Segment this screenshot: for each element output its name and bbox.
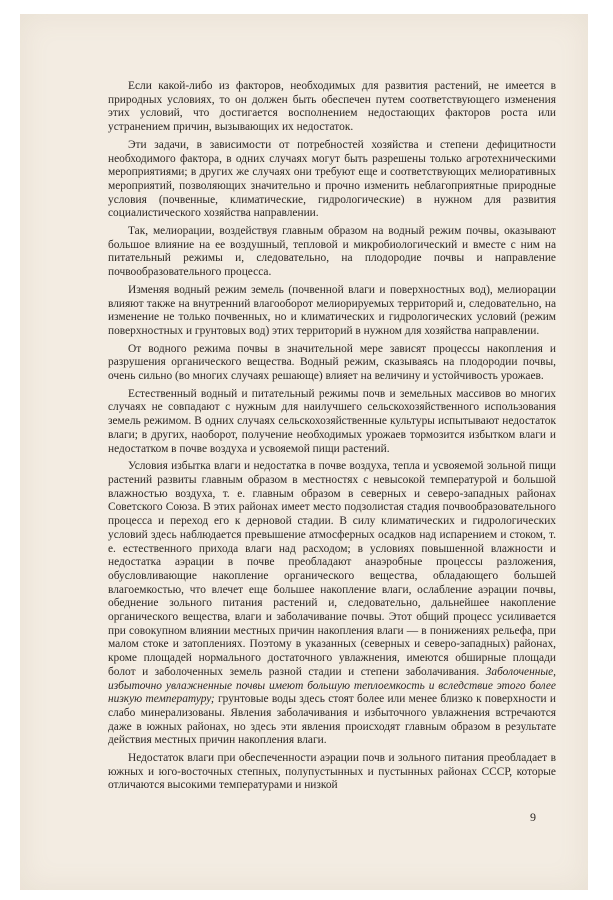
paragraph: Если какой-либо из факторов, необходимых для развития растений, не имеется в природных условиях, то он должен быть обеспечен путем соответствующего изменения этих условий, что достигается восполнением недостающих факторов роста или устранением причин, вызывающих их недостаток. bbox=[108, 80, 556, 134]
body-text bbox=[108, 80, 556, 797]
paragraph bbox=[108, 460, 556, 748]
paragraph: Недостаток влаги при обеспеченности аэрации почв и зольного питания преобладает в южных и юго-восточных степных, полупустынных и пустынных районах СССР, которые отличаются высокими температурами и низкой bbox=[108, 752, 556, 792]
paragraph-text: Условия избытка влаги и недостатка в почве воздуха, тепла и усвояемой зольной пищи растений развиты главным образом в местностях с невысокой температурой и большой влажностью воздуха, т. е. главным образом в северных и северо-западных районах Советского Союза. В этих районах имеет место подзолистая стадия почвообразовательного процесса и переход его к дерновой стадии. В силу климатических и гидрологических условий здесь наблюдается превышение атмосферных осадков над испарением и стоком, т. е. естественного прихода влаги над расходом; в условиях повышенной влажности и недостатка аэрации в почве преобладают анаэробные процессы разложения, обусловливающие накопление органического вещества, обладающего большей влагоемкостью, что влечет еще большее накопление влаги, ослабление аэрации почвы, обеднение зольного питания растений и, следовательно, дальнейшее накопление органического вещества, влаги и заболачивание почвы. Этот общий процесс усиливается при совокупном влиянии местных причин накопления влаги — в понижениях рельефа, при малом стоке и затоплениях. Поэтому в указанных (северных и северо-западных) районах, кроме площадей нормального достаточного увлажнения, имеются обширные площади болот и заболоченных земель разной стадии и степени заболачивания. bbox=[108, 460, 556, 678]
page-number: 9 bbox=[530, 810, 536, 824]
paragraph: Так, мелиорации, воздействуя главным образом на водный режим почвы, оказывают большое влияние на ее воздушный, тепловой и микробиологический и вместе с ним на питательный режимы и, следовательно, на плодородие почвы и направление почвообразовательного процесса. bbox=[108, 225, 556, 279]
italic-emphasis: Заболоченные, избыточно увлажненные почвы имеют большую теплоемкость и вследствие этого более низкую температуру; bbox=[108, 665, 556, 706]
paragraph: Эти задачи, в зависимости от потребностей хозяйства и степени дефицитности необходимого фактора, в одних случаях могут быть разрешены только агротехническими мероприятиями; в других же случаях они требуют еще и соответствующих мелиоративных мероприятий, позволяющих значительно и прочно изменить неблагоприятные природные условия (почвенные, климатические, гидрологические) в нужном для развития социалистического хозяйства направлении. bbox=[108, 138, 556, 220]
book-page bbox=[20, 14, 588, 890]
paragraph: Естественный водный и питательный режимы почв и земельных массивов во многих случаях не совпадают с нужным для наилучшего сельскохозяйственного использования земель режимом. В одних случаях сельскохозяйственные культуры испытывают недостаток влаги; в других, наоборот, получение необходимых урожаев тормозится избытком влаги и недостатком в почве воздуха и усвояемой пищи растений. bbox=[108, 387, 556, 455]
paragraph-text: грунтовые воды здесь стоят более или менее близко к поверхности и слабо минерализованы. Явления заболачивания и избыточного увлажнения встречаются даже в южных районах, но здесь эти явления происходят главным образом в результате действия местных причин накопления влаги. bbox=[108, 693, 556, 747]
paragraph: Изменяя водный режим земель (почвенной влаги и поверхностных вод), мелиорации влияют также на внутренний влагооборот мелиорируемых территорий и, следовательно, на изменение не только почвенных, но и климатических и гидрологических условий (режим поверхностных и грунтовых вод) этих территорий в нужном для хозяйства направлении. bbox=[108, 283, 556, 337]
paragraph: От водного режима почвы в значительной мере зависят процессы накопления и разрушения органического вещества. Водный режим, сказываясь на плодородии почвы, очень сильно (во многих случаях решающе) влияет на величину и устойчивость урожаев. bbox=[108, 342, 556, 383]
